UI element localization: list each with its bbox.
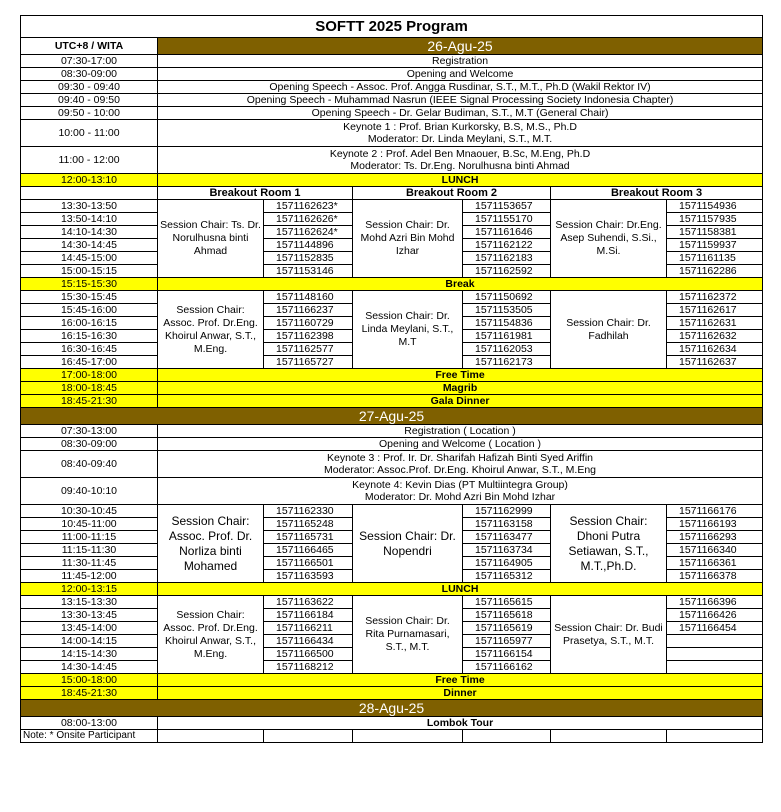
time-cell: 15:00-15:15 (21, 265, 158, 278)
evening-label: Gala Dinner (158, 395, 763, 408)
paper-id: 1571166434 (264, 635, 353, 648)
session-chair: Session Chair: Dr. Linda Meylani, S.T., M.T (353, 291, 463, 369)
note-row (21, 730, 763, 743)
lunch-row (21, 174, 763, 187)
session-chair: Session Chair: Dr. Fadhilah (551, 291, 667, 369)
time-cell: 14:15-14:30 (21, 648, 158, 661)
paper-id: 1571153505 (463, 304, 551, 317)
paper-id (667, 648, 763, 661)
paper-id: 1571166426 (667, 609, 763, 622)
evening-label: Free Time (158, 674, 763, 687)
paper-id: 1571162372 (667, 291, 763, 304)
paper-id: 1571166154 (463, 648, 551, 661)
room-header: Breakout Room 2 (353, 187, 551, 200)
time-cell: 13:30-13:50 (21, 200, 158, 213)
time-cell: 16:30-16:45 (21, 343, 158, 356)
room-header: Breakout Room 3 (551, 187, 763, 200)
time-cell: 08:00-13:00 (21, 717, 158, 730)
time-cell: 12:00-13:15 (21, 583, 158, 596)
time-cell: 13:45-14:00 (21, 622, 158, 635)
evening-row (21, 395, 763, 408)
plenary-row (21, 438, 763, 451)
keynote-line: Keynote 2 : Prof. Adel Ben Mnaouer, B.Sc, M.Eng, Ph.D (329, 148, 591, 160)
paper-id: 1571162632 (667, 330, 763, 343)
plenary-row (21, 425, 763, 438)
paper-id: 1571162577 (264, 343, 353, 356)
timezone-label: UTC+8 / WITA (21, 38, 158, 55)
paper-id: 1571162286 (667, 265, 763, 278)
paper-id: 1571165312 (463, 570, 551, 583)
plenary-row (21, 478, 763, 505)
time-cell: 13:30-13:45 (21, 609, 158, 622)
time-cell: 07:30-17:00 (21, 55, 158, 68)
moderator-line: Moderator: Ts. Dr.Eng. Norulhusna binti Ahmad (350, 160, 570, 172)
time-cell: 11:30-11:45 (21, 557, 158, 570)
time-cell: 14:30-14:45 (21, 661, 158, 674)
session-chair: Session Chair: Dhoni Putra Setiawan, S.T., M.T.,Ph.D. (551, 505, 667, 583)
paper-id: 1571162592 (463, 265, 551, 278)
paper-id: 1571144896 (264, 239, 353, 252)
paper-id: 1571166500 (264, 648, 353, 661)
time-cell: 10:45-11:00 (21, 518, 158, 531)
session-chair: Session Chair: Dr. Budi Prasetya, S.T., M.T. (551, 596, 667, 674)
time-cell: 09:40-10:10 (21, 478, 158, 505)
paper-id: 1571162634 (667, 343, 763, 356)
time-cell: 16:15-16:30 (21, 330, 158, 343)
plenary-cell: Opening Speech - Assoc. Prof. Angga Rusdinar, S.T., M.T., Ph.D (Wakil Rektor IV) (158, 81, 763, 94)
footnote: Note: * Onsite Participant (21, 730, 158, 743)
paper-id: 1571159937 (667, 239, 763, 252)
plenary-row (21, 120, 763, 147)
paper-id (667, 635, 763, 648)
moderator-line: Moderator: Dr. Linda Meylani, S.T., M.T. (367, 133, 553, 145)
session-chair: Session Chair: Assoc. Prof. Dr.Eng. Khoirul Anwar, S.T., M.Eng. (158, 596, 264, 674)
time-cell: 14:10-14:30 (21, 226, 158, 239)
paper-id: 1571166501 (264, 557, 353, 570)
paper-id: 1571166465 (264, 544, 353, 557)
time-cell: 10:30-10:45 (21, 505, 158, 518)
paper-id: 1571166293 (667, 531, 763, 544)
time-cell: 18:45-21:30 (21, 395, 158, 408)
time-cell: 10:00 - 11:00 (21, 120, 158, 147)
time-cell: 09:30 - 09:40 (21, 81, 158, 94)
moderator-line: Moderator: Dr. Mohd Azri Bin Mohd Izhar (364, 491, 556, 503)
paper-id: 1571152835 (264, 252, 353, 265)
time-cell: 11:45-12:00 (21, 570, 158, 583)
paper-id: 1571162183 (463, 252, 551, 265)
session-row (21, 200, 763, 213)
time-cell: 08:30-09:00 (21, 68, 158, 81)
time-cell: 13:15-13:30 (21, 596, 158, 609)
time-cell: 11:15-11:30 (21, 544, 158, 557)
plenary-cell: Opening Speech - Muhammad Nasrun (IEEE Signal Processing Society Indonesia Chapter) (158, 94, 763, 107)
paper-id: 1571153657 (463, 200, 551, 213)
keynote-line: Keynote 3 : Prof. Ir. Dr. Sharifah Hafizah Binti Syed Ariffin (327, 452, 593, 464)
time-cell: 13:50-14:10 (21, 213, 158, 226)
time-cell: 14:30-14:45 (21, 239, 158, 252)
time-cell: 15:45-16:00 (21, 304, 158, 317)
paper-id: 1571163158 (463, 518, 551, 531)
paper-id: 1571166211 (264, 622, 353, 635)
paper-id: 1571158381 (667, 226, 763, 239)
paper-id: 1571160729 (264, 317, 353, 330)
day-header-row (21, 700, 763, 717)
day-date: 28-Agu-25 (21, 700, 763, 717)
session-chair: Session Chair: Dr. Nopendri (353, 505, 463, 583)
plenary-row (21, 55, 763, 68)
paper-id: 1571154836 (463, 317, 551, 330)
break-row (21, 278, 763, 291)
program-table (20, 15, 763, 743)
paper-id: 1571165727 (264, 356, 353, 369)
paper-id: 1571163593 (264, 570, 353, 583)
session-chair: Session Chair: Dr. Rita Purnamasari, S.T., M.T. (353, 596, 463, 674)
keynote-cell (158, 451, 763, 478)
time-cell: 07:30-13:00 (21, 425, 158, 438)
plenary-row (21, 81, 763, 94)
title-row (21, 16, 763, 38)
paper-id: 1571162626* (264, 213, 353, 226)
time-cell: 09:40 - 09:50 (21, 94, 158, 107)
paper-id: 1571162637 (667, 356, 763, 369)
evening-label: Magrib (158, 382, 763, 395)
paper-id: 1571157935 (667, 213, 763, 226)
paper-id: 1571168212 (264, 661, 353, 674)
paper-id: 1571166237 (264, 304, 353, 317)
paper-id: 1571165248 (264, 518, 353, 531)
day-date: 26-Agu-25 (158, 38, 763, 55)
session-row (21, 291, 763, 304)
time-cell: 18:45-21:30 (21, 687, 158, 700)
moderator-line: Moderator: Assoc.Prof. Dr.Eng. Khoirul Anwar, S.T., M.Eng (324, 464, 597, 476)
paper-id: 1571154936 (667, 200, 763, 213)
keynote-cell (158, 147, 763, 174)
empty-cell (667, 730, 763, 743)
paper-id: 1571162617 (667, 304, 763, 317)
paper-id: 1571161646 (463, 226, 551, 239)
day-header-row (21, 408, 763, 425)
evening-label: Free Time (158, 369, 763, 382)
plenary-cell: Opening and Welcome ( Location ) (158, 438, 763, 451)
tour-row (21, 717, 763, 730)
paper-id: 1571162631 (667, 317, 763, 330)
time-cell: 17:00-18:00 (21, 369, 158, 382)
paper-id: 1571163622 (264, 596, 353, 609)
paper-id: 1571166454 (667, 622, 763, 635)
lunch-label: LUNCH (158, 583, 763, 596)
lunch-label: LUNCH (158, 174, 763, 187)
paper-id: 1571163477 (463, 531, 551, 544)
paper-id: 1571166176 (667, 505, 763, 518)
plenary-row (21, 94, 763, 107)
empty-cell (158, 730, 264, 743)
time-cell: 08:30-09:00 (21, 438, 158, 451)
time-cell: 09:50 - 10:00 (21, 107, 158, 120)
plenary-cell: Registration (158, 55, 763, 68)
paper-id: 1571166184 (264, 609, 353, 622)
session-row (21, 596, 763, 609)
time-cell: 15:15-15:30 (21, 278, 158, 291)
plenary-row (21, 107, 763, 120)
keynote-line: Keynote 1 : Prof. Brian Kurkorsky, B.S, M.S., Ph.D (343, 121, 577, 133)
time-cell: 12:00-13:10 (21, 174, 158, 187)
paper-id: 1571161135 (667, 252, 763, 265)
evening-row (21, 674, 763, 687)
time-cell: 08:40-09:40 (21, 451, 158, 478)
time-cell: 18:00-18:45 (21, 382, 158, 395)
plenary-row (21, 68, 763, 81)
time-cell: 11:00 - 12:00 (21, 147, 158, 174)
paper-id: 1571161981 (463, 330, 551, 343)
paper-id: 1571165618 (463, 609, 551, 622)
room-header: Breakout Room 1 (158, 187, 353, 200)
paper-id: 1571162173 (463, 356, 551, 369)
plenary-row (21, 451, 763, 478)
keynote-cell (158, 478, 763, 505)
room-header-spacer (21, 187, 158, 200)
day-header-row (21, 38, 763, 55)
paper-id: 1571166162 (463, 661, 551, 674)
day-date: 27-Agu-25 (21, 408, 763, 425)
session-chair: Session Chair: Dr.Eng. Asep Suhendi, S.Si., M.Si. (551, 200, 667, 278)
plenary-cell: Opening and Welcome (158, 68, 763, 81)
time-cell: 16:45-17:00 (21, 356, 158, 369)
lunch-row (21, 583, 763, 596)
session-chair: Session Chair: Assoc. Prof. Dr.Eng. Khoirul Anwar, S.T., M.Eng. (158, 291, 264, 369)
keynote-line: Keynote 4: Kevin Dias (PT Multiintegra Group) (352, 479, 568, 491)
paper-id: 1571162999 (463, 505, 551, 518)
session-row (21, 505, 763, 518)
keynote-cell (158, 120, 763, 147)
session-chair: Session Chair: Ts. Dr. Norulhusna binti Ahmad (158, 200, 264, 278)
tour-label: Lombok Tour (158, 717, 763, 730)
paper-id: 1571166193 (667, 518, 763, 531)
plenary-cell: Opening Speech - Dr. Gelar Budiman, S.T., M.T (General Chair) (158, 107, 763, 120)
empty-cell (463, 730, 551, 743)
paper-id: 1571165977 (463, 635, 551, 648)
break-label: Break (158, 278, 763, 291)
time-cell: 16:00-16:15 (21, 317, 158, 330)
paper-id: 1571162623* (264, 200, 353, 213)
empty-cell (551, 730, 667, 743)
time-cell: 14:00-14:15 (21, 635, 158, 648)
empty-cell (264, 730, 353, 743)
paper-id: 1571162053 (463, 343, 551, 356)
paper-id (667, 661, 763, 674)
paper-id: 1571166378 (667, 570, 763, 583)
plenary-row (21, 147, 763, 174)
evening-row (21, 369, 763, 382)
time-cell: 15:00-18:00 (21, 674, 158, 687)
evening-label: Dinner (158, 687, 763, 700)
time-cell: 11:00-11:15 (21, 531, 158, 544)
paper-id: 1571165619 (463, 622, 551, 635)
paper-id: 1571153146 (264, 265, 353, 278)
program-body (21, 16, 763, 743)
paper-id: 1571165615 (463, 596, 551, 609)
paper-id: 1571162398 (264, 330, 353, 343)
paper-id: 1571166361 (667, 557, 763, 570)
paper-id: 1571162330 (264, 505, 353, 518)
paper-id: 1571166396 (667, 596, 763, 609)
paper-id: 1571165731 (264, 531, 353, 544)
time-cell: 14:45-15:00 (21, 252, 158, 265)
time-cell: 15:30-15:45 (21, 291, 158, 304)
evening-row (21, 382, 763, 395)
paper-id: 1571162122 (463, 239, 551, 252)
page-title: SOFTT 2025 Program (21, 16, 763, 38)
paper-id: 1571162624* (264, 226, 353, 239)
evening-row (21, 687, 763, 700)
paper-id: 1571155170 (463, 213, 551, 226)
session-chair: Session Chair: Assoc. Prof. Dr. Norliza binti Mohamed (158, 505, 264, 583)
paper-id: 1571148160 (264, 291, 353, 304)
paper-id: 1571163734 (463, 544, 551, 557)
session-chair: Session Chair: Dr. Mohd Azri Bin Mohd Izhar (353, 200, 463, 278)
paper-id: 1571164905 (463, 557, 551, 570)
empty-cell (353, 730, 463, 743)
room-header-row (21, 187, 763, 200)
plenary-cell: Registration ( Location ) (158, 425, 763, 438)
paper-id: 1571150692 (463, 291, 551, 304)
paper-id: 1571166340 (667, 544, 763, 557)
